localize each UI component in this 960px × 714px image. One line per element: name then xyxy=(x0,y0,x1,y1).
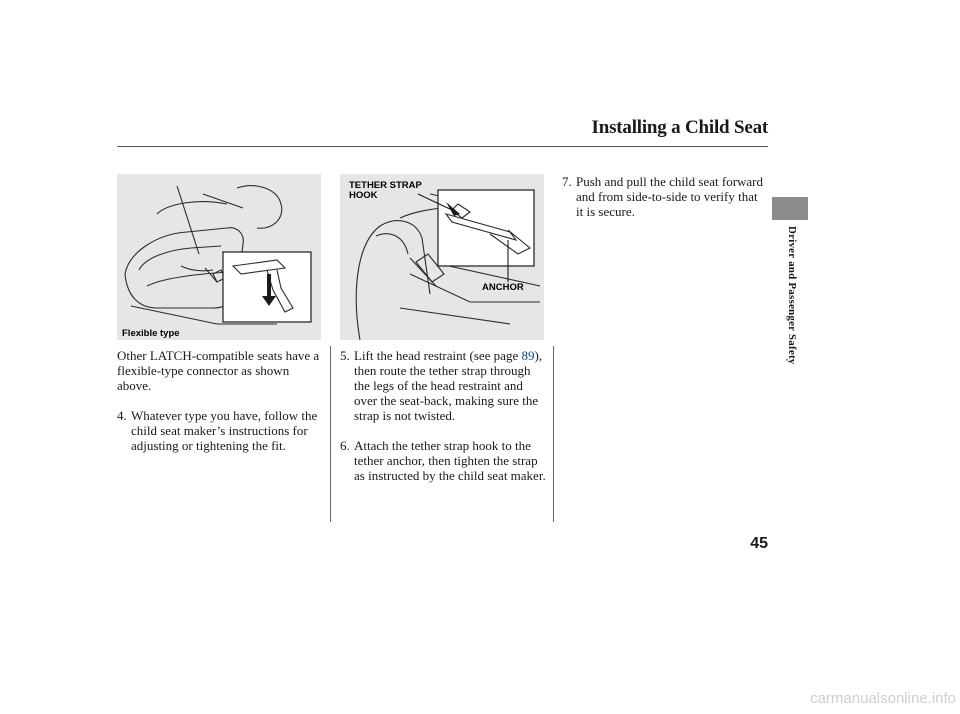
figure-tether-anchor xyxy=(340,174,544,340)
column-1 xyxy=(117,348,323,453)
page-number: 45 xyxy=(750,535,768,552)
child-seat-illustration xyxy=(117,174,321,340)
figure-label-tether-hook-line1: TETHER STRAP xyxy=(349,180,422,191)
column-3 xyxy=(562,174,768,219)
watermark: carmanualsonline.info xyxy=(810,690,956,707)
section-tab xyxy=(772,197,808,220)
figure-label-tether-hook-line2: HOOK xyxy=(349,190,378,201)
step-5-number: 5. xyxy=(340,348,350,363)
step-5 xyxy=(340,348,546,423)
step-6-number: 6. xyxy=(340,438,350,453)
header-rule xyxy=(117,146,768,147)
step-4-number: 4. xyxy=(117,408,127,423)
step-4 xyxy=(117,408,323,453)
column-divider-1 xyxy=(330,346,331,522)
intro-paragraph: Other LATCH-compatible seats have a flexible-type connector as shown above. xyxy=(117,348,320,393)
figure-caption-flexible: Flexible type xyxy=(122,328,180,339)
step-7-number: 7. xyxy=(562,174,572,189)
column-2 xyxy=(340,348,546,483)
figure-label-anchor: ANCHOR xyxy=(482,282,524,293)
page-link-89[interactable]: 89 xyxy=(521,348,535,363)
column-divider-2 xyxy=(553,346,554,522)
step-7 xyxy=(562,174,768,219)
section-side-label: Driver and Passenger Safety xyxy=(786,226,798,365)
page-title: Installing a Child Seat xyxy=(591,117,768,138)
step-4-text: Whatever type you have, follow the child seat maker’s instructions for adjusting or tightening the fit. xyxy=(131,408,318,453)
step-5-text-after: ), then route the tether strap through the legs of the head restraint and over the seat-back, making sure the strap is not twisted. xyxy=(354,348,543,423)
figure-flexible-connector xyxy=(117,174,321,340)
step-5-text-before: Lift the head restraint (see page xyxy=(354,348,522,363)
step-6 xyxy=(340,438,546,483)
step-7-text: Push and pull the child seat forward and from side-to-side to verify that it is secure. xyxy=(576,174,764,219)
tether-anchor-illustration xyxy=(340,174,544,340)
figure-label-tether-hook xyxy=(349,180,424,201)
step-6-text: Attach the tether strap hook to the tether anchor, then tighten the strap as instructed by the child seat maker. xyxy=(354,438,546,483)
